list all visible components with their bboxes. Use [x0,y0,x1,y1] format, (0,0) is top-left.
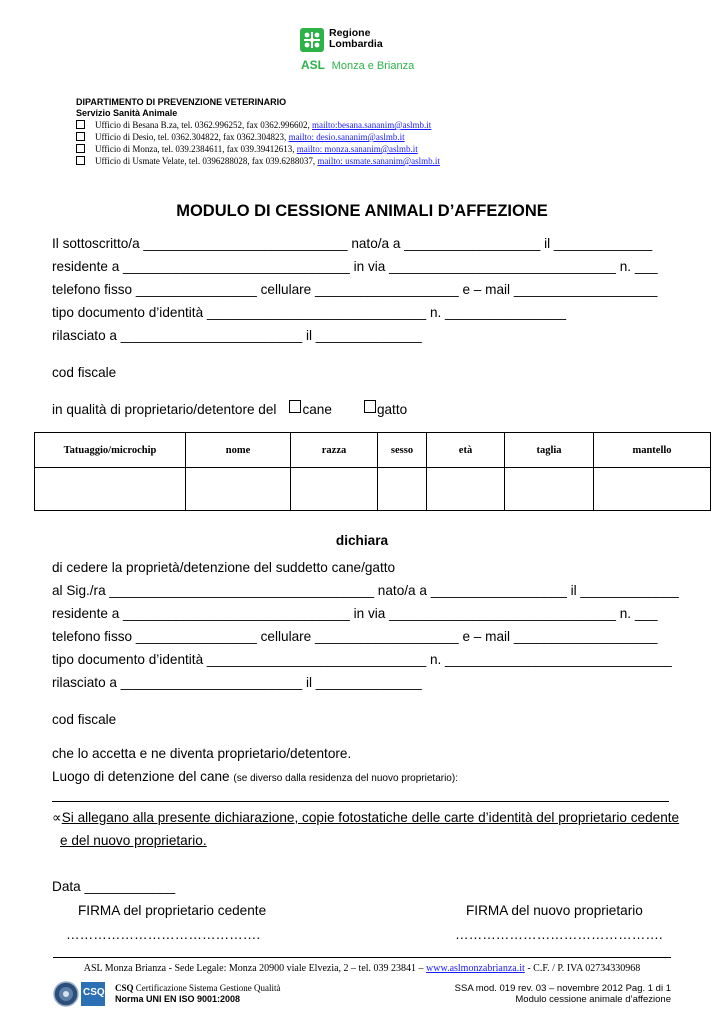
buyer-cod-fiscale: cod fiscale [52,712,117,727]
buyer-line-issued: rilasciato a ________________________ il ______________ [52,675,422,690]
attachments-line2 [60,833,207,849]
buyer-line-residence: residente a ______________________________ in via ______________________________ n. ___ [52,606,658,621]
attachments-text2: e del nuovo proprietario. [60,833,207,848]
service-title: Servizio Sanità Animale [76,108,178,118]
table-header-cell: sesso [378,433,427,468]
sign-cedente-label: FIRMA del proprietario cedente [78,903,267,918]
office-text: Ufficio di Desio, tel. 0362.304822, fax 0362.304823, [95,132,289,142]
checkbox-icon [76,156,85,165]
form-title: MODULO DI CESSIONE ANIMALI D’AFFEZIONE [176,202,548,220]
buyer-intro: di cedere la proprietà/detenzione del suddetto cane/gatto [52,560,396,575]
attachments-line1 [52,810,679,826]
checkbox-gatto[interactable] [364,400,376,413]
option-gatto-label: gatto [376,402,408,417]
csq-badge-text: CSQ [83,987,105,998]
footer-address-text: ASL Monza Brianza - Sede Legale: Monza 20900 viale Elvezia, 2 – tel. 039 23841 – [83,963,427,974]
luogo-detenzione [52,769,458,787]
office-text: Ufficio di Monza, tel. 039.2384611, fax 039.39412613, [95,144,297,154]
owner-line-document: tipo documento d’identità _____________________________ n. ________________ [52,305,567,320]
logo-asl-name: Monza e Brianza [331,60,415,72]
owner-line-residence: residente a ______________________________ in via ______________________________ n. ___ [52,259,658,274]
module-name: Modulo cessione animale d’affezione [515,994,671,1005]
table-cell-eta[interactable] [427,468,505,511]
table-cell-taglia[interactable] [505,468,594,511]
office-email-link[interactable]: mailto: desio.sananim@aslmb.it [288,132,405,142]
owner-line-issued: rilasciato a ________________________ il ______________ [52,328,422,343]
office-email-link[interactable]: mailto: usmate.sananim@aslmb.it [317,156,440,166]
footer-divider [53,957,671,958]
regione-lombardia-logo-icon [300,28,324,52]
office-monza [76,144,418,154]
option-cane-label: cane [302,402,332,417]
office-email-link[interactable]: mailto:besana.sananim@aslmb.it [312,120,432,130]
date-field: Data ____________ [52,879,176,894]
table-header-cell: età [427,433,505,468]
table-cell-mantello[interactable] [594,468,711,511]
luogo-label: Luogo di detenzione del cane [52,769,230,784]
footer-vat: - C.F. / P. IVA 02734330968 [524,963,641,974]
office-desio [76,132,405,142]
csq-text: Certificazione Sistema Gestione Qualità [133,983,281,993]
checkbox-cane[interactable] [289,400,301,413]
logo-asl-label: ASL [301,58,325,72]
owner-line-contacts: telefono fisso ________________ cellulare ___________________ e – mail ___________________ [52,282,658,297]
bullet-icon: ∝ [52,810,62,825]
office-email-link[interactable]: mailto: monza.sananim@aslmb.it [296,144,418,154]
sign-nuovo-label: FIRMA del nuovo proprietario [466,903,643,918]
table-header-cell: razza [291,433,378,468]
logo-asl [301,58,414,72]
attachments-text1: Si allegano alla presente dichiarazione, copie fotostatiche delle carte d’identità del proprietario cedente [61,810,680,825]
table-cell-microchip[interactable] [35,468,186,511]
csq-badge-icon [53,979,107,1009]
owner-quality [52,400,407,418]
owner-cod-fiscale: cod fiscale [52,365,117,380]
module-revision: SSA mod. 019 rev. 03 – novembre 2012 Pag. 1 di 1 [454,983,671,994]
sign-nuovo-dots: ………………………………………. [455,927,663,942]
buyer-accept: che lo accetta e ne diventa proprietario/detentore. [52,746,352,761]
buyer-line-document: tipo documento d’identità _____________________________ n. ______________________________ [52,652,672,667]
logo-lombardia: Lombardia [329,38,383,50]
table-header-cell: Tatuaggio/microchip [35,433,186,468]
csq-certification [115,983,280,993]
dichiara-heading: dichiara [335,533,389,548]
office-besana [76,120,431,130]
owner-line-name: Il sottoscritto/a ___________________________ nato/a a __________________ il _____________ [52,236,653,251]
checkbox-icon [76,120,85,129]
table-header-cell: taglia [505,433,594,468]
footer-website-link[interactable]: www.aslmonzabrianza.it [426,963,525,974]
table-header-row [35,433,711,468]
table-cell-sesso[interactable] [378,468,427,511]
buyer-line-name: al Sig./ra ___________________________________ nato/a a __________________ il _____________ [52,583,679,598]
table-header-cell: mantello [594,433,711,468]
office-text: Ufficio di Usmate Velate, tel. 0396288028, fax 039.6288037, [95,156,318,166]
table-cell-razza[interactable] [291,468,378,511]
luogo-note: (se diverso dalla residenza del nuovo proprietario): [233,773,458,784]
quality-label: in qualità di proprietario/detentore del [52,402,277,417]
logo-regione: Regione [329,27,371,39]
buyer-line-contacts: telefono fisso ________________ cellulare ___________________ e – mail ___________________ [52,629,658,644]
luogo-line [52,801,669,802]
footer-address [0,963,724,974]
table-cell-nome[interactable] [186,468,291,511]
office-text: Ufficio di Besana B.za, tel. 0362.996252, fax 0362.996602, [95,120,313,130]
department-title: DIPARTIMENTO DI PREVENZIONE VETERINARIO [76,97,287,107]
checkbox-icon [76,132,85,141]
csq-bold: CSQ [115,983,134,993]
table-header-cell: nome [186,433,291,468]
checkbox-icon [76,144,85,153]
norma-iso: Norma UNI EN ISO 9001:2008 [115,994,241,1004]
sign-cedente-dots: ……………………………………. [66,927,261,942]
pet-table [34,432,711,511]
table-row [35,468,711,511]
office-usmate [76,156,440,166]
